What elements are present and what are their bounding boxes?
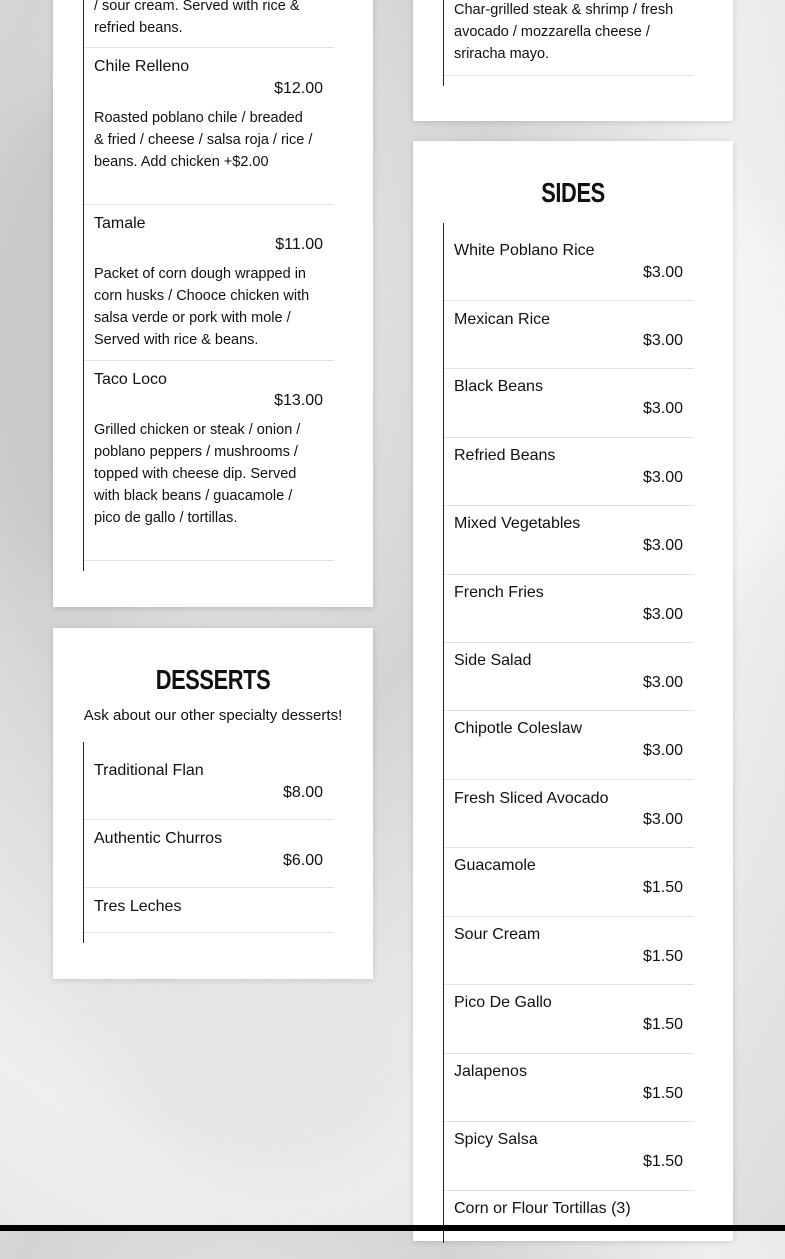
- list-item-tamale: [84, 205, 334, 361]
- list-item-side: [444, 643, 694, 711]
- item-price: $1.50: [642, 1153, 683, 1170]
- item-name: Sour Cream: [454, 926, 541, 943]
- item-price: $8.00: [282, 784, 323, 801]
- list-item-side: [444, 848, 694, 917]
- list-item-side: [444, 301, 694, 369]
- specials-list: [443, 0, 694, 86]
- bottom-bar: [0, 1225, 785, 1231]
- item-name: Guacamole: [454, 857, 536, 874]
- item-price: $3.00: [642, 400, 683, 417]
- desserts-list: [83, 742, 334, 943]
- item-price: $3.00: [642, 674, 683, 691]
- background-blur: [120, 960, 420, 1180]
- item-description: Packet of corn dough wrapped in corn husks / Chooce chicken with salsa verde or pork with mole / Served with rice & beans.: [94, 266, 310, 348]
- item-name: White Poblano Rice: [454, 242, 595, 259]
- list-item-partial: [444, 0, 694, 76]
- item-price: $3.00: [642, 264, 683, 281]
- item-name: Authentic Churros: [94, 830, 223, 847]
- list-item-taco-loco: [84, 361, 334, 561]
- item-description: Grilled chicken or steak / onion / poblano peppers / mushrooms / topped with cheese dip. Served with black beans / guacamole / pico de gallo / tortillas.: [94, 422, 301, 526]
- item-name: Refried Beans: [454, 447, 556, 464]
- item-price: $3.00: [642, 537, 683, 554]
- list-item-side: [444, 985, 694, 1054]
- list-item-chile-relleno: [84, 48, 334, 205]
- list-item-side: [444, 780, 694, 848]
- item-name: Spicy Salsa: [454, 1131, 538, 1148]
- item-price: $1.50: [642, 948, 683, 965]
- list-item-churros: [84, 820, 334, 888]
- item-name: Traditional Flan: [94, 762, 204, 779]
- item-description: Roasted poblano chile / breaded & fried / cheese / salsa roja / rice / beans. Add chicken +$2.00: [94, 110, 313, 170]
- item-name: Pico De Gallo: [454, 994, 552, 1011]
- item-price: $12.00: [274, 80, 323, 97]
- item-name: Tamale: [94, 215, 146, 232]
- list-item-side: [444, 223, 694, 301]
- item-name: Black Beans: [454, 378, 543, 395]
- list-item-side: [444, 917, 694, 985]
- list-item-side: [444, 1122, 694, 1191]
- item-description: / sour cream. Served with rice & refried beans.: [94, 0, 300, 36]
- item-price: $1.50: [642, 1085, 683, 1102]
- item-price: $13.00: [274, 392, 323, 409]
- list-item-partial: [84, 0, 334, 48]
- item-name: Mixed Vegetables: [454, 515, 581, 532]
- item-price: $11.00: [275, 236, 323, 253]
- item-name: Chipotle Coleslaw: [454, 720, 583, 737]
- list-item-side: [444, 1054, 694, 1122]
- specials-card: [413, 0, 733, 121]
- list-item-side: [444, 369, 694, 438]
- sides-list: [443, 223, 694, 1243]
- item-price: $6.00: [282, 852, 323, 869]
- item-price: $3.00: [642, 332, 683, 349]
- item-price: $1.50: [642, 879, 683, 896]
- item-name: Tres Leches: [94, 898, 182, 915]
- list-item-side: [444, 711, 694, 780]
- desserts-card: [53, 628, 373, 979]
- entrees-list: [83, 0, 334, 571]
- list-item-side: [444, 506, 694, 575]
- item-name: Taco Loco: [94, 371, 167, 388]
- item-name: Jalapenos: [454, 1063, 527, 1080]
- section-note: Ask about our other specialty desserts!: [83, 707, 343, 724]
- item-price: $1.50: [642, 1016, 683, 1033]
- list-item-tres-leches: [84, 888, 334, 933]
- item-name: Chile Relleno: [94, 58, 190, 75]
- item-price: $3.00: [642, 742, 683, 759]
- item-description: Char-grilled steak & shrimp / fresh avocado / mozzarella cheese / sriracha mayo.: [454, 2, 674, 62]
- item-price: $3.00: [642, 469, 683, 486]
- item-name: Fresh Sliced Avocado: [454, 790, 609, 807]
- sides-card: [413, 141, 733, 1241]
- section-title: DESSERTS: [155, 664, 271, 695]
- list-item-flan: [84, 742, 334, 820]
- item-name: French Fries: [454, 584, 544, 601]
- item-name: Side Salad: [454, 652, 532, 669]
- entrees-card: [53, 0, 373, 607]
- item-name: Corn or Flour Tortillas (3): [454, 1200, 631, 1217]
- list-item-side: [444, 438, 694, 506]
- item-name: Mexican Rice: [454, 311, 551, 328]
- item-price: $3.00: [642, 606, 683, 623]
- item-price: $3.00: [642, 811, 683, 828]
- section-title: SIDES: [541, 177, 605, 208]
- list-item-side: [444, 575, 694, 643]
